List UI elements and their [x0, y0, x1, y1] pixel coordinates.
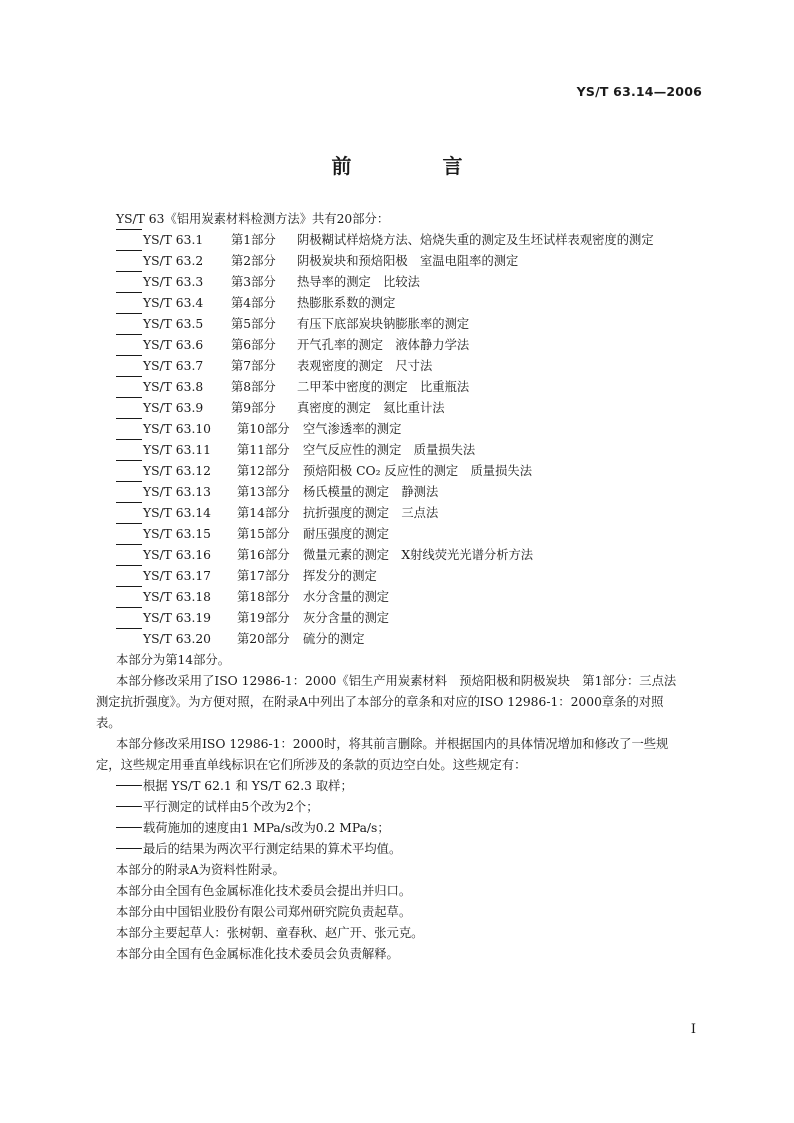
- closing-line: 本部分的附录A为资料性附录。: [116, 863, 285, 877]
- em-dash: [116, 355, 142, 356]
- part-number: 第8部分: [231, 380, 276, 394]
- part-item: [116, 503, 706, 524]
- em-dash: [116, 313, 142, 314]
- closing-line: 本部分主要起草人：张树朝、童春秋、赵广开、张元克。: [116, 926, 424, 940]
- em-dash: [116, 502, 142, 503]
- part-code: YS/T 63.9: [143, 401, 204, 415]
- part-number: 第11部分: [237, 443, 290, 457]
- part-code: YS/T 63.19: [143, 611, 211, 625]
- part-item: [116, 293, 706, 314]
- part-item: [116, 587, 706, 608]
- em-dash: [116, 334, 142, 335]
- em-dash: [116, 460, 142, 461]
- part-code: YS/T 63.17: [143, 569, 211, 583]
- part-item: [116, 377, 706, 398]
- changes-list: [116, 776, 706, 860]
- part-number: 第3部分: [231, 275, 276, 289]
- part-code: YS/T 63.8: [143, 380, 204, 394]
- em-dash: [116, 628, 142, 629]
- em-dash: [116, 376, 142, 377]
- part-name: 阴极炭块和预焙阳极 室温电阻率的测定: [297, 254, 519, 268]
- part-name: 有压下底部炭块钠膨胀率的测定: [297, 317, 470, 331]
- em-dash: [116, 544, 142, 545]
- part-item: [116, 524, 706, 545]
- em-dash: [116, 565, 142, 566]
- part-name: 水分含量的测定: [303, 590, 390, 604]
- adoption-paragraph: 本部分修改采用了ISO 12986-1：2000《铝生产用炭素材料 预焙阳极和阴极炭块 第1部分：三点法测定抗折强度》。为方便对照，在附录A中列出了本部分的章条和对应的ISO 12986-1：2000章条的对照表。: [96, 674, 677, 730]
- em-dash: [116, 586, 142, 587]
- part-number: 第18部分: [237, 590, 290, 604]
- page-number: I: [690, 1022, 696, 1037]
- closing-line: 本部分由中国铝业股份有限公司郑州研究院负责起草。: [116, 905, 412, 919]
- part-code: YS/T 63.6: [143, 338, 204, 352]
- part-item: [116, 314, 706, 335]
- part-code: YS/T 63.11: [143, 443, 211, 457]
- part-number: 第6部分: [231, 338, 276, 352]
- part-name: 抗折强度的测定 三点法: [303, 506, 439, 520]
- standard-code: YS/T 63.14—2006: [576, 84, 702, 99]
- part-item: [116, 419, 706, 440]
- part-code: YS/T 63.16: [143, 548, 211, 562]
- part-item: [116, 356, 706, 377]
- part-number: 第7部分: [231, 359, 276, 373]
- part-code: YS/T 63.20: [143, 632, 211, 646]
- part-name: 杨氏模量的测定 静测法: [303, 485, 439, 499]
- part-item: [116, 566, 706, 587]
- page-title: 前 言: [331, 154, 505, 178]
- part-name: 空气渗透率的测定: [303, 422, 402, 436]
- part-item: [116, 335, 706, 356]
- part-item: [116, 251, 706, 272]
- em-dash: [116, 827, 142, 828]
- part-name: 空气反应性的测定 质量损失法: [303, 443, 476, 457]
- em-dash: [116, 785, 142, 786]
- part-number: 第5部分: [231, 317, 276, 331]
- part-item: [116, 545, 706, 566]
- part-code: YS/T 63.3: [143, 275, 204, 289]
- em-dash: [116, 439, 142, 440]
- part-name: 真密度的测定 氦比重计法: [297, 401, 445, 415]
- part-name: 硫分的测定: [303, 632, 365, 646]
- em-dash: [116, 418, 142, 419]
- part-item: [116, 230, 706, 251]
- part-number: 第10部分: [237, 422, 290, 436]
- document-body: [96, 209, 706, 965]
- part-code: YS/T 63.15: [143, 527, 211, 541]
- part-item: [116, 482, 706, 503]
- em-dash: [116, 250, 142, 251]
- part-number: 第19部分: [237, 611, 290, 625]
- part-code: YS/T 63.14: [143, 506, 211, 520]
- part-number: 第12部分: [237, 464, 290, 478]
- em-dash: [116, 292, 142, 293]
- part-name: 表观密度的测定 尺寸法: [297, 359, 433, 373]
- part-number: 第4部分: [231, 296, 276, 310]
- part-number: 第1部分: [231, 233, 276, 247]
- part-number: 第2部分: [231, 254, 276, 268]
- change-item: [116, 839, 706, 860]
- change-item: [116, 797, 706, 818]
- part-number: 第20部分: [237, 632, 290, 646]
- em-dash: [116, 523, 142, 524]
- part-code: YS/T 63.1: [143, 233, 204, 247]
- em-dash: [116, 229, 142, 230]
- part-number: 第13部分: [237, 485, 290, 499]
- em-dash: [116, 481, 142, 482]
- part-name: 预焙阳极 CO₂ 反应性的测定 质量损失法: [303, 464, 532, 478]
- part-name: 开气孔率的测定 液体静力学法: [297, 338, 470, 352]
- modification-paragraph: 本部分修改采用ISO 12986-1：2000时，将其前言删除。并根据国内的具体情况增加和修改了一些规定，这些规定用垂直单线标识在它们所涉及的条款的页边空白处。这些规定有：: [96, 737, 669, 772]
- part-item: [116, 272, 706, 293]
- part-item: [116, 608, 706, 629]
- em-dash: [116, 806, 142, 807]
- part-number: 第17部分: [237, 569, 290, 583]
- intro-line: YS/T 63《铝用炭素材料检测方法》共有20部分：: [116, 212, 390, 226]
- part-code: YS/T 63.2: [143, 254, 204, 268]
- part-number: 第9部分: [231, 401, 276, 415]
- closing-line: 本部分由全国有色金属标准化技术委员会负责解释。: [116, 947, 399, 961]
- change-text: 最后的结果为两次平行测定结果的算术平均值。: [143, 842, 402, 856]
- part-name: 耐压强度的测定: [303, 527, 390, 541]
- part-name: 热导率的测定 比较法: [297, 275, 420, 289]
- em-dash: [116, 848, 142, 849]
- part-number: 第15部分: [237, 527, 290, 541]
- part-name: 灰分含量的测定: [303, 611, 390, 625]
- part-item: [116, 629, 706, 650]
- part-name: 阴极糊试样焙烧方法、焙烧失重的测定及生坯试样表观密度的测定: [297, 233, 654, 247]
- em-dash: [116, 271, 142, 272]
- part-code: YS/T 63.4: [143, 296, 204, 310]
- part-name: 热膨胀系数的测定: [297, 296, 396, 310]
- this-part-line: 本部分为第14部分。: [116, 653, 231, 667]
- closing-line: 本部分由全国有色金属标准化技术委员会提出并归口。: [116, 884, 412, 898]
- em-dash: [116, 397, 142, 398]
- part-code: YS/T 63.12: [143, 464, 211, 478]
- part-code: YS/T 63.10: [143, 422, 211, 436]
- part-code: YS/T 63.13: [143, 485, 211, 499]
- part-item: [116, 398, 706, 419]
- part-code: YS/T 63.18: [143, 590, 211, 604]
- change-text: 载荷施加的速度由1 MPa/s改为0.2 MPa/s；: [143, 821, 390, 835]
- change-text: 根据 YS/T 62.1 和 YS/T 62.3 取样；: [143, 779, 353, 793]
- change-item: [116, 776, 706, 797]
- change-text: 平行测定的试样由5个改为2个；: [143, 800, 319, 814]
- parts-list: [116, 230, 706, 650]
- part-code: YS/T 63.7: [143, 359, 204, 373]
- part-number: 第14部分: [237, 506, 290, 520]
- em-dash: [116, 607, 142, 608]
- part-item: [116, 440, 706, 461]
- part-code: YS/T 63.5: [143, 317, 204, 331]
- part-name: 微量元素的测定 X射线荧光光谱分析方法: [303, 548, 534, 562]
- change-item: [116, 818, 706, 839]
- part-name: 二甲苯中密度的测定 比重瓶法: [297, 380, 470, 394]
- part-name: 挥发分的测定: [303, 569, 377, 583]
- part-item: [116, 461, 706, 482]
- part-number: 第16部分: [237, 548, 290, 562]
- closing-list: [116, 860, 706, 965]
